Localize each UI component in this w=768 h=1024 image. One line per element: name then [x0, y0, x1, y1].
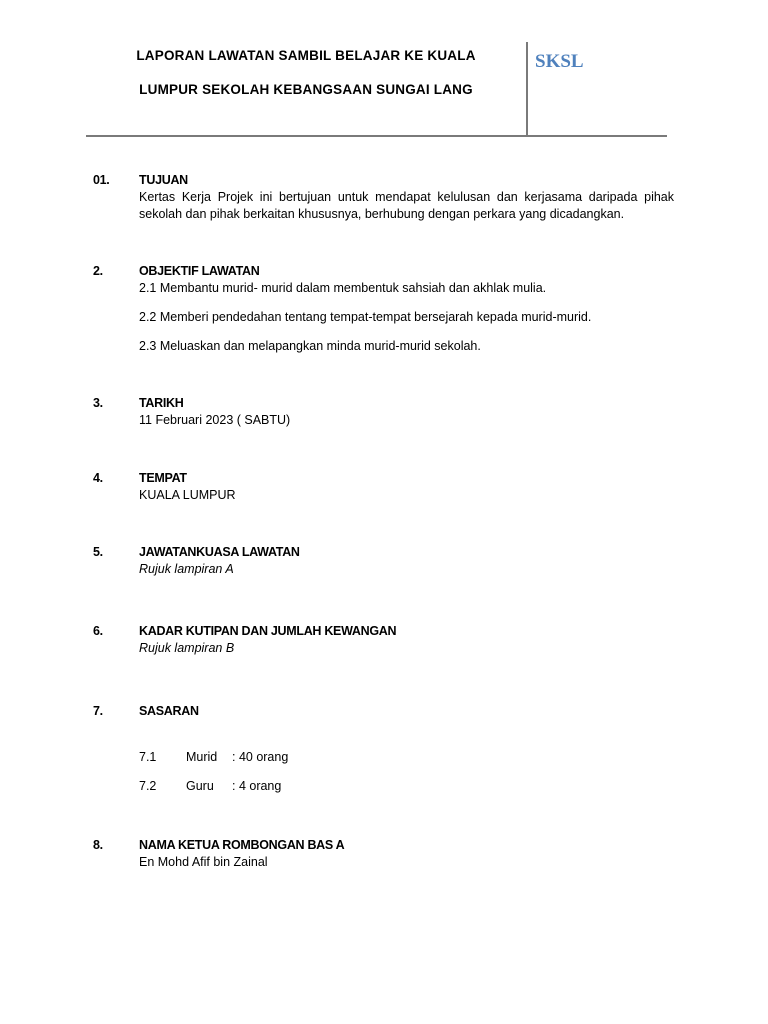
section-heading: NAMA KETUA ROMBONGAN BAS A	[139, 838, 345, 852]
section-body: Rujuk lampiran A	[139, 562, 234, 576]
report-title-line-1: LAPORAN LAWATAN SAMBIL BELAJAR KE KUALA	[136, 48, 476, 63]
target-label: Murid	[186, 750, 218, 764]
section-number: 3.	[93, 396, 103, 410]
section-number: 6.	[93, 624, 103, 638]
section-heading: OBJEKTIF LAWATAN	[139, 264, 260, 278]
section-body: Rujuk lampiran B	[139, 641, 235, 655]
school-logo-text: SKSL	[535, 51, 584, 72]
objective-item: 2.3 Meluaskan dan melapangkan minda murid-murid sekolah.	[139, 339, 481, 353]
section-body: En Mohd Afif bin Zainal	[139, 855, 268, 869]
report-title-line-2: LUMPUR SEKOLAH KEBANGSAAN SUNGAI LANG	[139, 82, 473, 97]
section-number: 7.	[93, 704, 103, 718]
section-heading: KADAR KUTIPAN DAN JUMLAH KEWANGAN	[139, 624, 397, 638]
section-heading: TUJUAN	[139, 173, 188, 187]
target-number: 7.2	[139, 779, 157, 793]
header-vertical-divider	[526, 42, 528, 136]
objective-item: 2.2 Memberi pendedahan tentang tempat-tempat bersejarah kepada murid-murid.	[139, 310, 592, 324]
objective-item: 2.1 Membantu murid- murid dalam membentuk sahsiah dan akhlak mulia.	[139, 281, 547, 295]
section-number: 2.	[93, 264, 103, 278]
section-body: Kertas Kerja Projek ini bertujuan untuk mendapat kelulusan dan kerjasama daripada pihak sekolah dan pihak berkaitan khususnya, berhubung dengan perkara yang dicadangkan.	[139, 190, 674, 221]
section-heading: TARIKH	[139, 396, 184, 410]
section-heading: JAWATANKUASA LAWATAN	[139, 545, 300, 559]
section-number: 5.	[93, 545, 103, 559]
section-number: 01.	[93, 173, 110, 187]
section-body: 11 Februari 2023 ( SABTU)	[139, 413, 291, 427]
target-value: : 40 orang	[232, 750, 289, 764]
header-horizontal-divider	[86, 135, 667, 137]
section-number: 4.	[93, 471, 103, 485]
section-body: KUALA LUMPUR	[139, 488, 236, 502]
section-number: 8.	[93, 838, 103, 852]
section-heading: TEMPAT	[139, 471, 187, 485]
target-value: : 4 orang	[232, 779, 282, 793]
section-heading: SASARAN	[139, 704, 199, 718]
target-number: 7.1	[139, 750, 157, 764]
target-label: Guru	[186, 779, 214, 793]
